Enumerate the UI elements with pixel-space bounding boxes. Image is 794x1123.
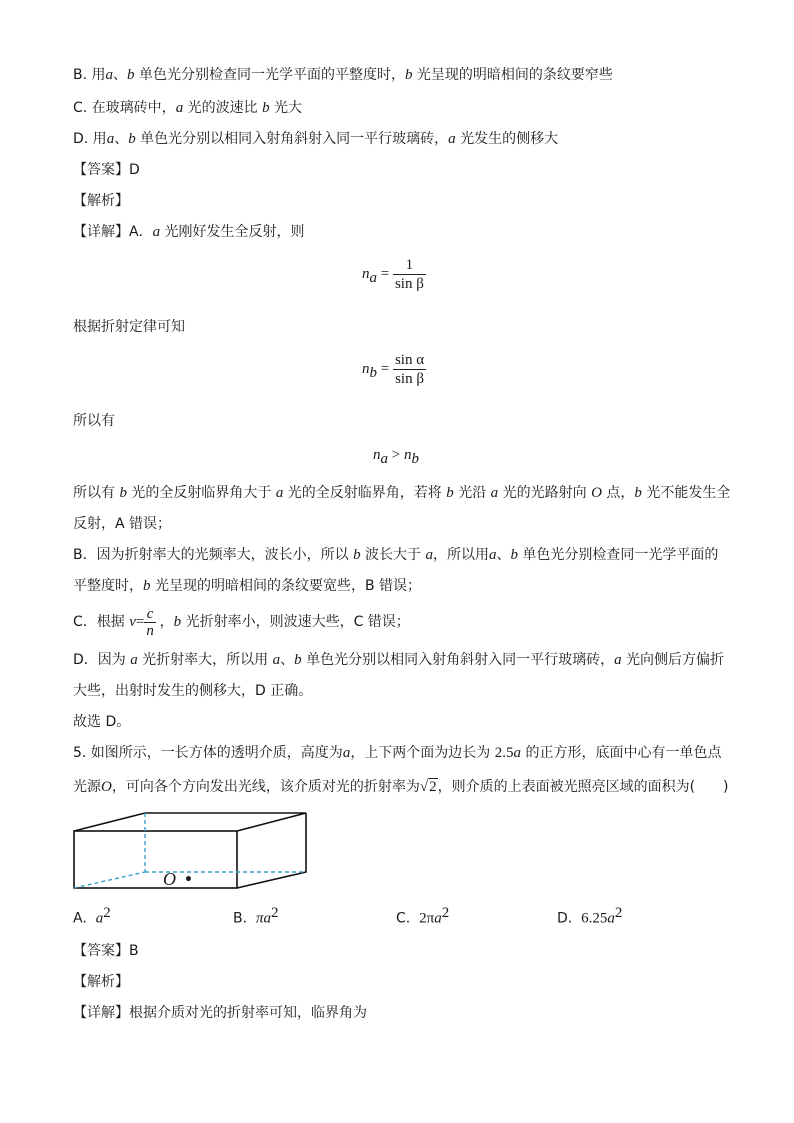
option-b[interactable]: B. $\pi a^2$ [233, 905, 279, 927]
equation-compare: $n_a > n_b$ [373, 447, 419, 467]
question-5-line-1: 5. 如图所示，一长方体的透明介质，高度为a，上下两个面为边长为 2.5a 的正方形，底面中心有一单色点 [73, 745, 722, 761]
sqrt-symbol: √2 [419, 779, 437, 795]
analysis-label-2: 【解析】 [73, 974, 129, 990]
question-5-line-2: 光源O，可向各个方向发出光线，该介质对光的折射率为√2，则介质的上表面被光照亮区域的面积为( ) [73, 779, 729, 795]
light-source-dot: • [184, 872, 193, 888]
right-edge [237, 813, 306, 888]
detail-line-2: 【详解】根据介质对光的折射率可知，临界角为 [73, 1005, 367, 1021]
front-face [74, 831, 237, 888]
hidden-diagonal-edge [74, 872, 145, 888]
paragraph-d-line-1: D．因为 a 光折射率大，所以用 a、b 单色光分别以相同入射角斜射入同一平行玻璃砖，a 光向侧后方偏折 [73, 652, 725, 668]
equation-nb: $n_b$ = $\frac{\text{sin α}}{\text{sin β}}$ [362, 352, 425, 387]
light-source-label: O [163, 869, 176, 889]
option-b-line: B. 用a、b 单色光分别检查同一光学平面的平整度时，b 光呈现的明暗相间的条纹要窄些 [73, 67, 613, 83]
option-d[interactable]: D. $6.25a^2$ [557, 905, 623, 927]
option-c[interactable]: C. $2\pi a^2$ [396, 905, 450, 927]
velocity-equation: v= $\frac{c}{n}$ [129, 606, 154, 640]
answer-label-1: 【答案】D [73, 162, 140, 178]
paragraph-c-line: C．根据 v= $\frac{c}{n}$ ，b 光折射率小，则波速大些，C 错误； [73, 606, 410, 640]
fraction: $\frac{1}{\text{sin β}}$ [394, 257, 424, 292]
paragraph-b-line-2: 平整度时，b 光呈现的明暗相间的条纹要宽些，B 错误； [73, 578, 422, 594]
so-line: 所以有 [73, 413, 115, 429]
detail-line-1: 【详解】A．a 光刚好发生全反射，则 [73, 224, 305, 240]
option-d-line: D. 用a、b 单色光分别以相同入射角斜射入同一平行玻璃砖，a 光发生的侧移大 [73, 131, 559, 147]
top-edge [74, 813, 306, 831]
choose-line: 故选 D。 [73, 714, 131, 730]
paragraph-a-line-2: 反射，A 错误； [73, 516, 172, 532]
analysis-label-1: 【解析】 [73, 193, 129, 209]
option-a[interactable]: A. $a^2$ [73, 905, 111, 927]
refraction-law-line: 根据折射定律可知 [73, 319, 185, 335]
fraction: $\frac{\text{sin α}}{\text{sin β}}$ [394, 352, 425, 387]
paragraph-d-line-2: 大些，出射时发生的侧移大，D 正确。 [73, 683, 313, 699]
equation-na: $n_a$ = $\frac{1}{\text{sin β}}$ [362, 257, 424, 292]
paragraph-a-line-1: 所以有 b 光的全反射临界角大于 a 光的全反射临界角，若将 b 光沿 a 光的光路射向 O 点，b 光不能发生全 [73, 485, 731, 501]
paragraph-b-line-1: B．因为折射率大的光频率大，波长小，所以 b 波长大于 a，所以用a、b 单色光分别检查同一光学平面的 [73, 547, 719, 563]
answer-label-2: 【答案】B [73, 943, 139, 959]
option-c-line: C. 在玻璃砖中，a 光的波速比 b 光大 [73, 100, 303, 116]
